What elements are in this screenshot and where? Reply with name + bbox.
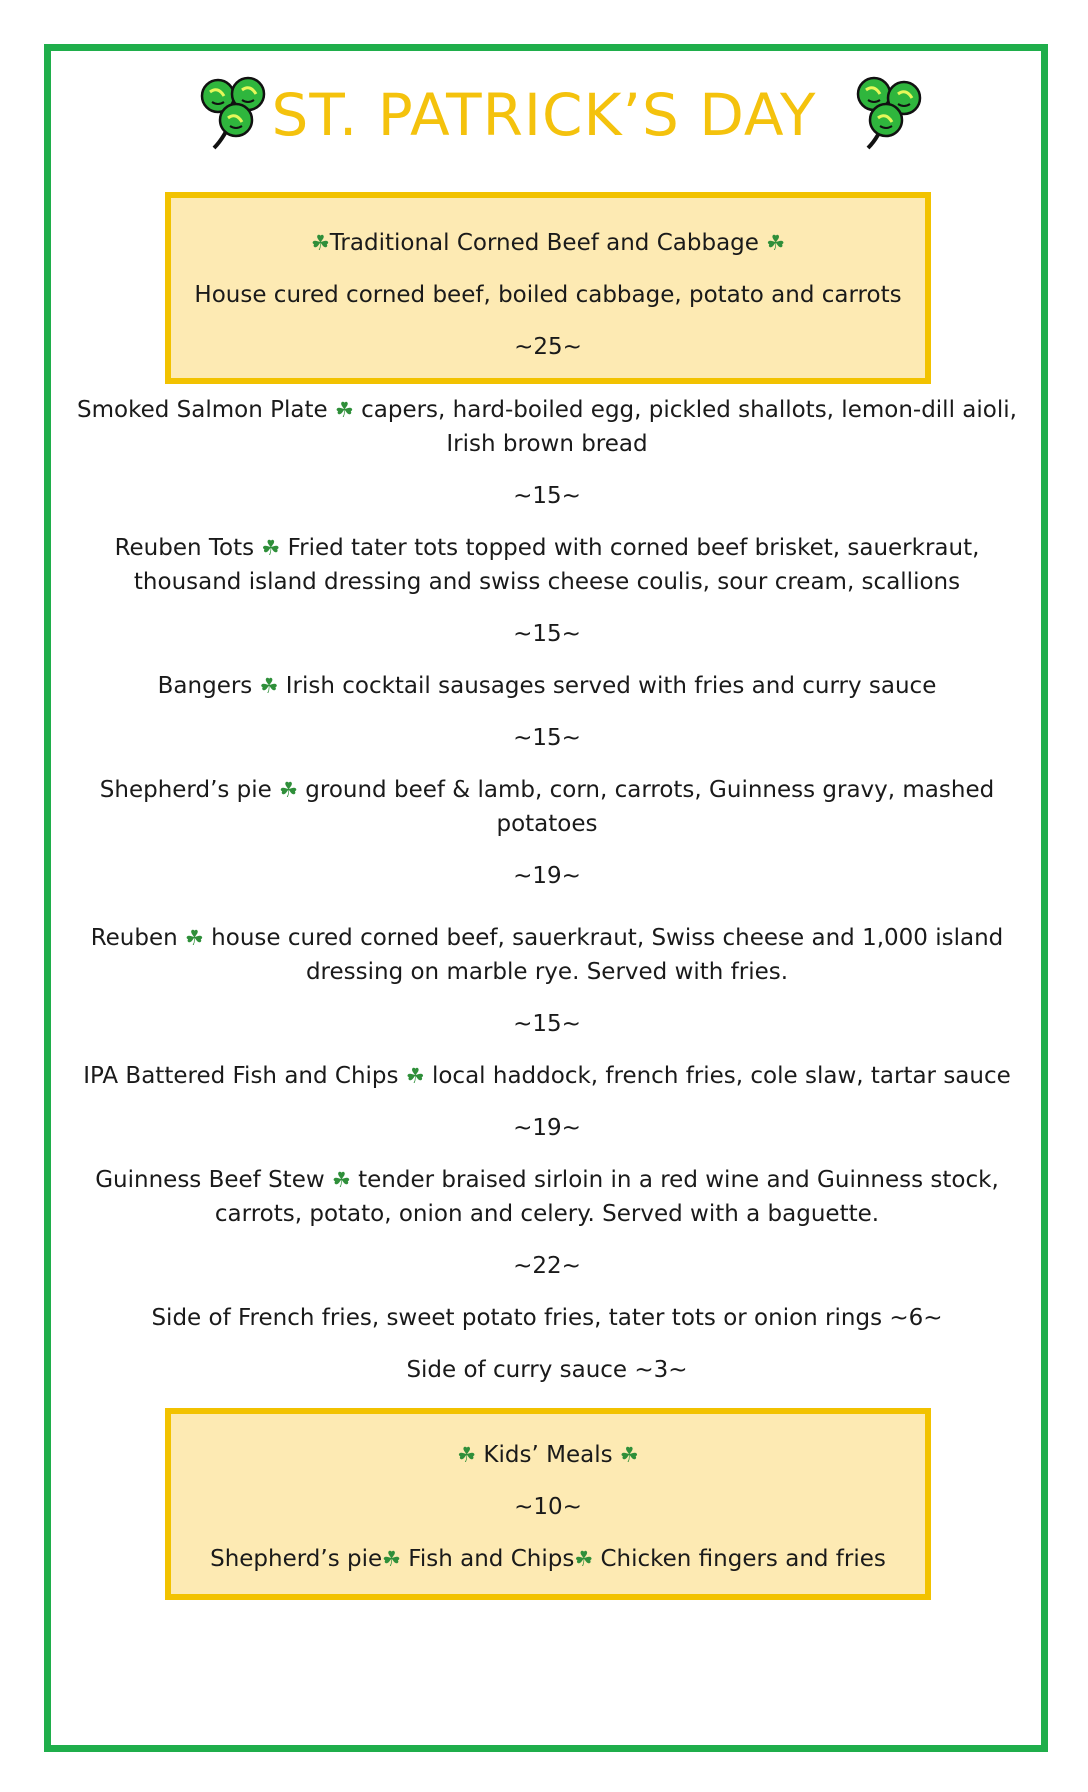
item-description: Irish cocktail sausages served with fries and curry sauce — [285, 673, 937, 699]
menu-item-reuben — [62, 921, 1032, 989]
clover-icon: ☘ — [334, 398, 354, 422]
item-name: Smoked Salmon Plate — [77, 397, 328, 423]
page-title: ST. PATRICK’S DAY — [271, 81, 817, 149]
clover-icon: ☘ — [405, 1064, 425, 1088]
clover-icon: ☘ — [766, 231, 786, 255]
menu-item-fish-and-chips — [62, 1059, 1032, 1093]
item-name: Shepherd’s pie — [99, 777, 272, 803]
clover-icon: ☘ — [331, 1168, 351, 1192]
clover-icon: ☘ — [457, 1443, 477, 1467]
side-fries: Side of French fries, sweet potato fries, tater tots or onion rings ~6~ — [151, 1305, 943, 1331]
item-name: IPA Battered Fish and Chips — [83, 1063, 399, 1089]
item-name: Guinness Beef Stew — [95, 1167, 325, 1193]
featured-dish-description: House cured corned beef, boiled cabbage, potato and carrots — [194, 282, 902, 308]
side-curry-sauce: Side of curry sauce ~3~ — [406, 1357, 688, 1383]
clover-icon: ☘ — [185, 926, 204, 950]
item-name: Reuben — [90, 925, 178, 951]
kids-option: Fish and Chips — [408, 1546, 575, 1572]
item-name: Reuben Tots — [114, 535, 255, 561]
title-row — [0, 75, 1088, 155]
clover-icon: ☘ — [619, 1443, 639, 1467]
item-description: house cured corned beef, sauerkraut, Swiss cheese and 1,000 island dressing on marble rye. Served with fries. — [211, 925, 1004, 985]
clover-icon: ☘ — [279, 778, 298, 802]
featured-dish-price: ~25~ — [514, 334, 582, 360]
item-price: ~15~ — [513, 725, 581, 751]
kids-option: Chicken fingers and fries — [600, 1546, 886, 1572]
clover-icon: ☘ — [382, 1547, 401, 1571]
kids-meals-title — [457, 1440, 638, 1470]
item-price: ~19~ — [513, 1115, 581, 1141]
menu-item-shepherds-pie — [62, 773, 1032, 841]
item-description: tender braised sirloin in a red wine and Guinness stock, carrots, potato, onion and celery. Served with a baguette. — [214, 1167, 999, 1227]
kids-title-text: Kids’ Meals — [483, 1442, 613, 1468]
menu-item-reuben-tots — [62, 531, 1032, 599]
kids-meals-box — [165, 1408, 931, 1600]
kids-meals-price: ~10~ — [514, 1494, 582, 1520]
item-price: ~15~ — [513, 483, 581, 509]
clover-icon: ☘ — [261, 536, 281, 560]
featured-dish-box — [165, 192, 931, 384]
menu-item-beef-stew — [62, 1163, 1032, 1231]
clover-icon: ☘ — [310, 231, 330, 255]
clover-icon: ☘ — [574, 1547, 594, 1571]
kids-meals-options — [210, 1544, 886, 1574]
menu-list — [62, 393, 1032, 1387]
item-price: ~15~ — [513, 1011, 581, 1037]
item-price: ~19~ — [513, 863, 581, 889]
featured-name-text: Traditional Corned Beef and Cabbage — [329, 230, 759, 256]
kids-option: Shepherd’s pie — [210, 1546, 383, 1572]
item-name: Bangers — [157, 673, 253, 699]
item-description: capers, hard-boiled egg, pickled shallots, lemon-dill aioli, Irish brown bread — [361, 397, 1017, 457]
item-description: local haddock, french fries, cole slaw, tartar sauce — [431, 1063, 1011, 1089]
menu-item-smoked-salmon — [62, 393, 1032, 461]
featured-dish-name — [311, 228, 785, 258]
item-price: ~15~ — [513, 621, 581, 647]
menu-item-bangers — [62, 669, 1032, 703]
item-description: Fried tater tots topped with corned beef brisket, sauerkraut, thousand island dressing and swiss cheese coulis, sour cream, scallions — [133, 535, 980, 595]
item-price: ~22~ — [513, 1253, 581, 1279]
item-description: ground beef & lamb, corn, carrots, Guinness gravy, mashed potatoes — [305, 777, 995, 837]
clover-icon: ☘ — [259, 674, 279, 698]
